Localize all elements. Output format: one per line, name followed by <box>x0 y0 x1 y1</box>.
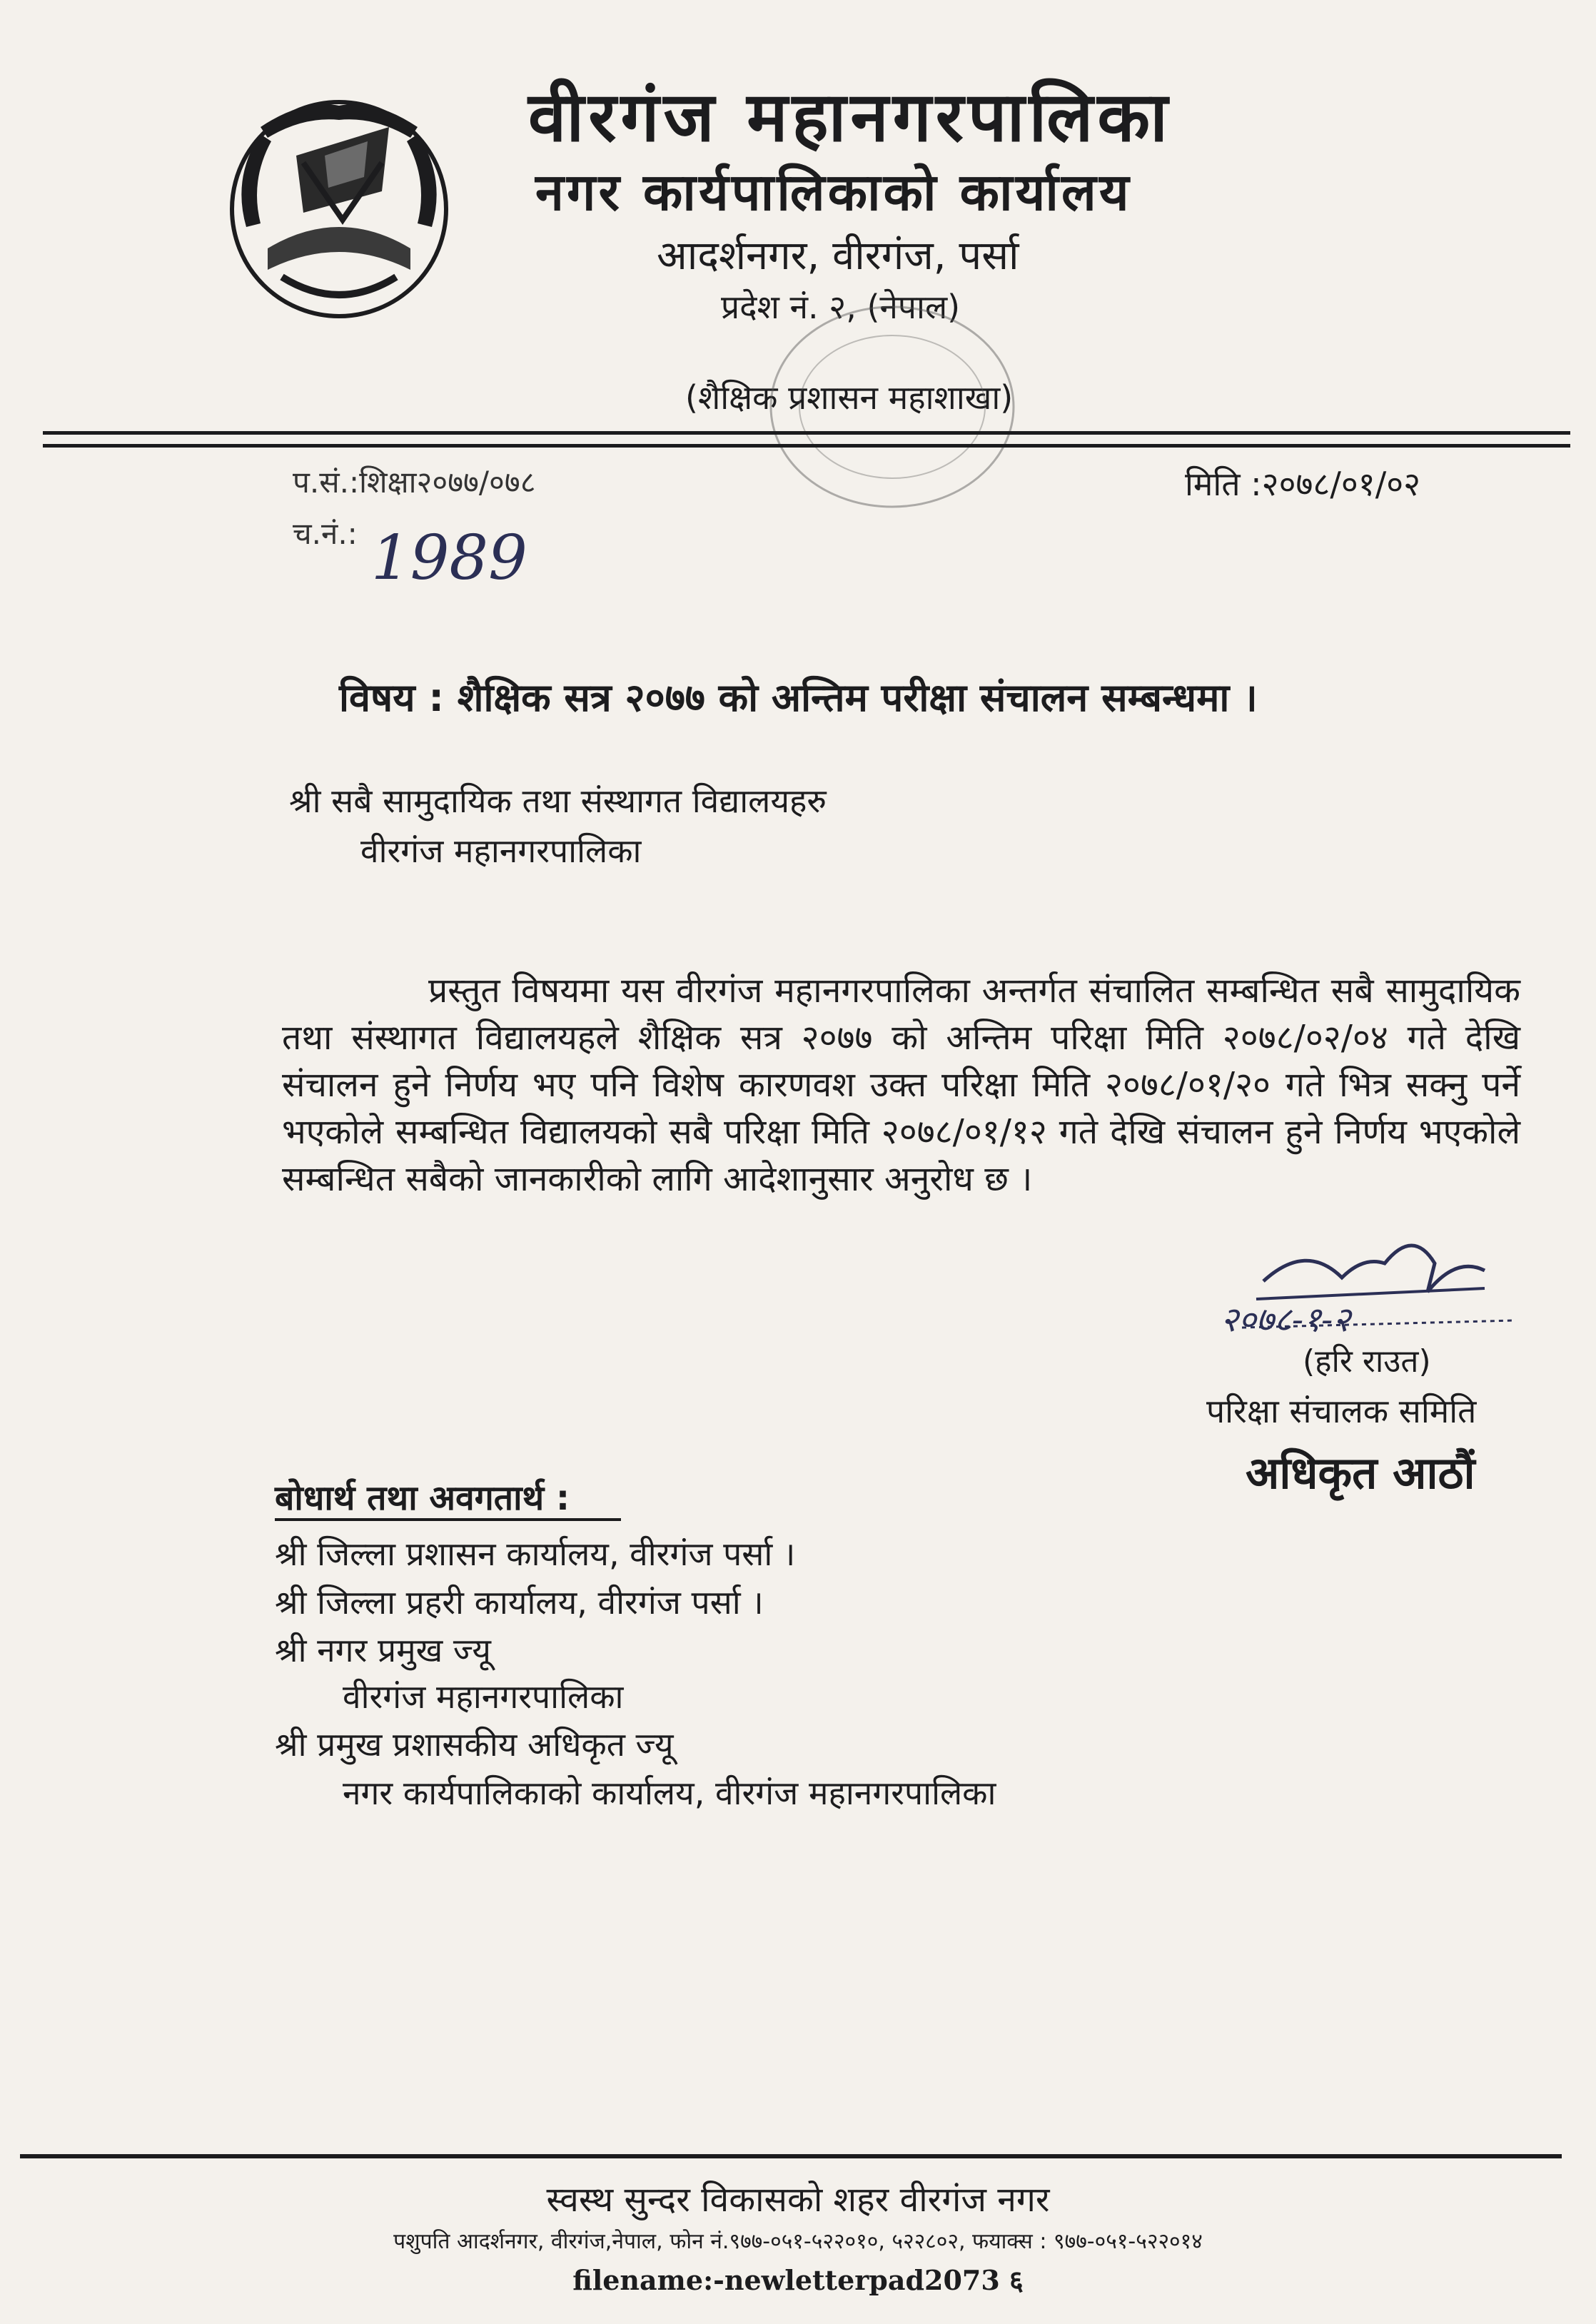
letter-body: प्रस्तुत विषयमा यस वीरगंज महानगरपालिका अन्तर्गत संचालित सम्बन्धित सबै सामुदायिक तथा संस्थागत विद्यालयहले शैक्षिक सत्र २०७७ को अन्तिम परिक्षा मिति २०७८/०२/०४ गते देखि संचालन हुने निर्णय भए पनि विशेष कारणवश उक्त परिक्षा मिति २०७८/०१/२० गते भित्र सक्नु पर्ने भएकोले सम्बन्धित विद्यालयको सबै परिक्षा मिति २०७८/०१/१२ गते देखि संचालन हुने निर्णय भएकोले सम्बन्धित सबैको जानकारीको लागि आदेशानुसार अनुरोध छ । <box>282 971 1520 1199</box>
header-municipality-name: वीरगंज महानगरपालिका <box>528 77 1172 157</box>
cc-heading-underline <box>275 1518 621 1521</box>
reference-number: प.सं.:शिक्षा२०७७/०७८ <box>293 465 536 500</box>
header-rule-top <box>43 431 1570 435</box>
header-province: प्रदेश नं. २, (नेपाल) <box>721 288 961 326</box>
header-office-name: नगर कार्यपालिकाको कार्यालय <box>535 162 1132 222</box>
signatory-name: (हरि राउत) <box>1303 1343 1431 1380</box>
letter-date: मिति :२०७८/०१/०२ <box>1185 465 1421 503</box>
signatory-title: परिक्षा संचालक समिति <box>1206 1392 1477 1430</box>
signature-handwritten-date: २०७८-१-२ <box>1221 1300 1351 1340</box>
dispatch-number-label: च.नं.: <box>293 516 358 551</box>
addressee-line-1: श्री सबै सामुदायिक तथा संस्थागत विद्यालयहरु <box>289 782 827 820</box>
cc-item: श्री जिल्ला प्रशासन कार्यालय, वीरगंज पर्सा । <box>275 1535 796 1573</box>
signatory-stamp: अधिकृत आठौं <box>1246 1447 1475 1499</box>
cc-item: श्री प्रमुख प्रशासकीय अधिकृत ज्यू <box>275 1725 674 1764</box>
handwritten-signature-icon <box>1199 1213 1535 1556</box>
footer-filename: filename:-newletterpad2073 ६ <box>572 2264 1024 2296</box>
header-rule-bottom <box>43 444 1570 448</box>
cc-item: नगर कार्यपालिकाको कार्यालय, वीरगंज महानगरपालिका <box>343 1774 996 1812</box>
footer-contact: पशुपति आदर्शनगर, वीरगंज,नेपाल, फोन नं.९७७-०५१-५२२०१०, ५२२८०२, फयाक्स : ९७७-०५१-५२२०१४ <box>393 2229 1203 2254</box>
cc-item: श्री नगर प्रमुख ज्यू <box>275 1631 491 1669</box>
header-division: (शैक्षिक प्रशासन महाशाखा) <box>685 378 1014 417</box>
footer-rule <box>20 2154 1562 2158</box>
letter-subject: विषय : शैक्षिक सत्र २०७७ को अन्तिम परीक्षा संचालन सम्बन्धमा । <box>339 675 1258 720</box>
header-address: आदर्शनगर, वीरगंज, पर्सा <box>657 233 1019 279</box>
dispatch-number-handwritten: 1989 <box>371 522 527 594</box>
registration-stamp-icon <box>757 286 1028 521</box>
government-emblem-icon <box>218 84 460 327</box>
cc-item: वीरगंज महानगरपालिका <box>343 1677 624 1716</box>
addressee-line-2: वीरगंज महानगरपालिका <box>360 832 642 870</box>
cc-item: श्री जिल्ला प्रहरी कार्यालय, वीरगंज पर्सा । <box>275 1583 764 1622</box>
cc-heading: बोधार्थ तथा अवगतार्थ : <box>275 1478 570 1518</box>
footer-slogan: स्वस्थ सुन्दर विकासको शहर वीरगंज नगर <box>546 2180 1050 2220</box>
